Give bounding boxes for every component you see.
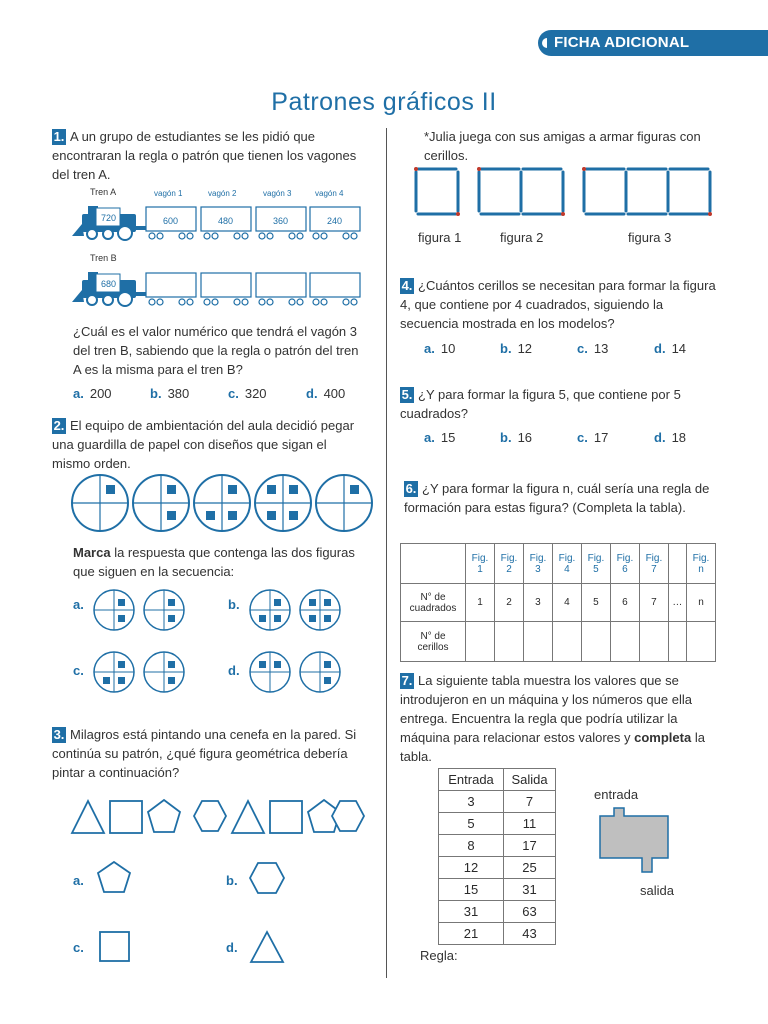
answer-cell[interactable] [610,622,639,662]
question-4 [400,276,718,333]
question-6 [404,479,718,517]
locomotive-icon [72,206,146,240]
wagon-label: vagón 4 [315,189,344,198]
answer-option[interactable]: d. 14 [654,341,687,356]
matchstick-figures [412,164,716,220]
answer-cell[interactable] [466,622,495,662]
answer-option[interactable]: c. [73,940,84,955]
answer-cell[interactable] [523,622,552,662]
table-header: Fig. 1 [466,544,495,584]
wagon-label: vagón 3 [263,189,292,198]
table-row [401,622,716,662]
answer-cell[interactable] [668,622,686,662]
question-number: 5. [401,387,413,402]
answer-option[interactable]: d. [228,663,240,678]
figure-label: figura 1 [418,230,462,245]
triangle-icon[interactable] [249,930,285,964]
option-b-circles[interactable] [248,588,344,632]
question-number: 1. [53,129,65,144]
table-header: Salida [504,769,556,791]
engine-value: 720 [101,213,117,223]
answer-option[interactable]: b. 16 [500,430,533,445]
answer-option[interactable]: c. [73,663,84,678]
answer-option[interactable]: a. [73,873,84,888]
question-number: 4. [401,278,413,293]
answer-cell[interactable] [494,622,523,662]
section-badge [538,30,768,56]
table-header: Entrada [439,769,504,791]
question-number: 3. [53,727,65,742]
badge-marker-icon [542,38,547,48]
question-2-instruction: Marca la respuesta que contenga las dos figuras que siguen en la secuencia: [73,545,355,579]
answer-option[interactable]: b. [228,597,240,612]
hexagon-icon[interactable] [248,861,286,895]
question-1-prompt: ¿Cuál es el valor numérico que tendrá el vagón 3 del tren B, sabiendo que la regla o patrón del tren A es la misma para el tren B? [73,324,359,377]
table-header: Fig. 5 [581,544,610,584]
train-a-label: Tren A [90,187,117,197]
question-1-text: A un grupo de estudiantes se les pidió que encontraran la regla o patrón que tienen los vagones del tren A. [52,129,357,182]
question-number: 7. [401,673,413,688]
question-2 [52,416,368,473]
table-header: Fig. 3 [523,544,552,584]
wagon-value: 600 [163,216,179,226]
option-a-circles[interactable] [92,588,188,632]
wagon-value: 480 [218,216,234,226]
wagon-label: vagón 2 [208,189,237,198]
pentagon-icon[interactable] [97,860,133,894]
answer-option[interactable]: a. 200 [73,386,112,401]
column-divider [386,128,387,978]
answer-option[interactable]: c. 320 [228,386,267,401]
machine-output-label: salida [640,883,674,898]
table-header: Fig. 4 [552,544,581,584]
answer-option[interactable]: d. [226,940,238,955]
table-header: Fig. 2 [494,544,523,584]
row-label: N° de cuadrados [401,584,466,622]
train-b-illustration [70,250,370,310]
badge-label: FICHA ADICIONAL [554,34,690,51]
question-5-text: ¿Y para formar la figura 5, que contiene por 5 cuadrados? [400,387,681,421]
figure-label: figura 3 [628,230,672,245]
table-header: Fig. 7 [639,544,668,584]
question-6-text: ¿Y para formar la figura n, cuál sería una regla de formación para estas figura? (Completa la tabla). [404,481,710,515]
answer-option[interactable]: b. [226,873,238,888]
table-row: 3 7 [439,791,556,813]
table-header [668,544,686,584]
shape-sequence [70,798,370,836]
square-icon[interactable] [98,930,132,964]
table-row: 8 17 [439,835,556,857]
option-c-circles[interactable] [92,650,188,694]
answer-option[interactable]: a. [73,597,84,612]
wagon-label: vagón 1 [154,189,183,198]
option-d-circles[interactable] [248,650,344,694]
input-output-table [438,768,556,945]
question-5 [400,385,718,423]
answer-cell[interactable] [552,622,581,662]
table-header: Fig. n [686,544,715,584]
question-number: 2. [53,418,65,433]
table-row: N° de cuadrados 1 2 3 4 5 6 7 … n [401,584,716,622]
answer-option[interactable]: a. 10 [424,341,456,356]
rule-label: Regla: [420,948,458,963]
figure-label: figura 2 [500,230,544,245]
answer-option[interactable]: d. 400 [306,386,346,401]
answer-cell[interactable] [686,622,715,662]
answer-option[interactable]: b. 380 [150,386,190,401]
julia-intro: *Julia juega con sus amigas a armar figuras con cerillos. [424,129,701,163]
answer-option[interactable]: d. 18 [654,430,687,445]
answer-option[interactable]: a. 15 [424,430,456,445]
question-3-text: Milagros está pintando una cenefa en la pared. Si continúa su patrón, ¿qué figura geométrica debería pintar a continuación? [52,727,357,780]
table-row: 15 31 [439,879,556,901]
table-row: 12 25 [439,857,556,879]
table-row: 31 63 [439,901,556,923]
table-row: 21 43 [439,923,556,945]
wagon-value: 240 [327,216,343,226]
engine-value: 680 [101,279,117,289]
locomotive-icon [72,272,146,306]
circle-sequence [70,472,375,534]
answer-option[interactable]: b. 12 [500,341,533,356]
machine-input-label: entrada [594,787,639,802]
question-1 [52,127,368,184]
answer-cell[interactable] [581,622,610,662]
question-number: 6. [405,481,417,496]
train-a-illustration [70,184,370,244]
wagon-value: 360 [273,216,289,226]
page-title: Patrones gráficos II [271,88,497,116]
answer-cell[interactable] [639,622,668,662]
row-label: N° de cerillos [401,622,466,662]
question-4-text: ¿Cuántos cerillos se necesitan para formar la figura 4, que contiene por 4 cuadrados, siguiendo la secuencia mostrada en los modelos? [400,278,716,331]
train-b-label: Tren B [90,253,117,263]
answer-option[interactable]: c. 17 [577,430,609,445]
question-3 [52,725,368,782]
matchstick-table [400,543,716,662]
machine-icon [598,806,674,876]
answer-option[interactable]: c. 13 [577,341,609,356]
table-row: 5 11 [439,813,556,835]
table-header: Fig. 6 [610,544,639,584]
question-7: 7. La siguiente tabla muestra los valores que se introdujeron en un máquina y los números que ella entrega. Encuentra la regla que podría utilizar la máquina para relacionar estos valores y completa la tabla. [400,673,705,764]
question-2-text: El equipo de ambientación del aula decidió pegar una guardilla de papel con diseños que sigan el mismo orden. [52,418,355,471]
